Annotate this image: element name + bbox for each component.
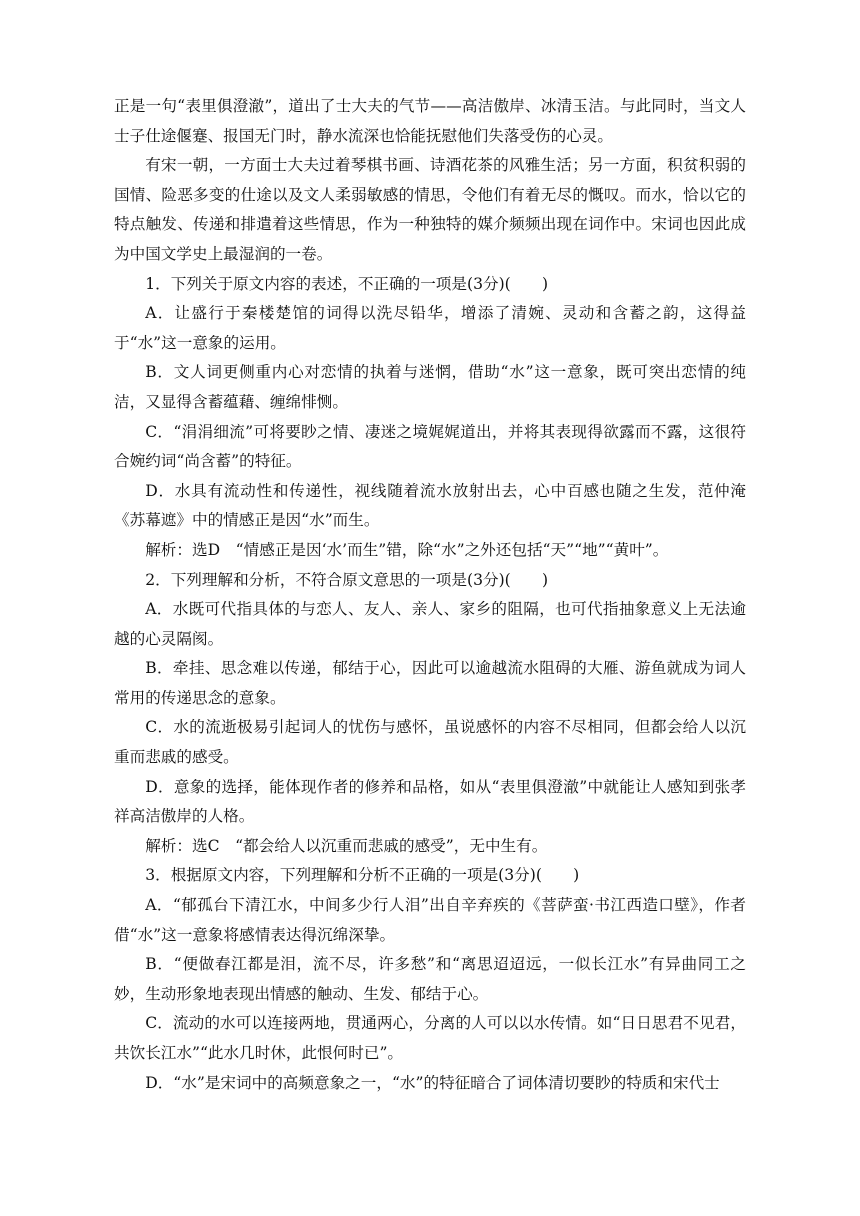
document-page <box>114 92 746 1098</box>
question-3-stem: 3．根据原文内容，下列理解和分析不正确的一项是(3分)( ) <box>145 866 580 885</box>
question-2-analysis: 解析：选C “都会给人以沉重而悲戚的感受”，无中生有。 <box>145 836 548 855</box>
question-1-option-a: A．让盛行于秦楼楚馆的词得以洗尽铅华，增添了清婉、灵动和含蓄之韵，这得益于“水”这一意象的运用。 <box>114 304 746 352</box>
question-3-option-d: D．“水”是宋词中的高频意象之一，“水”的特征暗合了词体清切要眇的特质和宋代士 <box>145 1073 720 1092</box>
question-2-option-d: D．意象的选择，能体现作者的修养和品格，如从“表里俱澄澈”中就能让人感知到张孝祥高洁傲岸的人格。 <box>114 777 746 826</box>
question-2-option-a: A．水既可代指具体的与恋人、友人、亲人、家乡的阻隔，也可代指抽象意义上无法逾越的心灵隔阂。 <box>114 600 746 648</box>
question-1-option-d: D．水具有流动性和传递性，视线随着流水放射出去，心中百感也随之生发，范仲淹《苏幕遮》中的情感正是因“水”而生。 <box>114 481 746 530</box>
question-1-option-c: C．“涓涓细流”可将要眇之情、凄迷之境娓娓道出，并将其表现得欲露而不露，这很符合婉约词“尚含蓄”的特征。 <box>114 422 746 471</box>
question-1-option-b: B．文人词更侧重内心对恋情的执着与迷惘，借助“水”这一意象，既可突出恋情的纯洁，又显得含蓄蕴藉、缠绵悱恻。 <box>114 363 746 411</box>
question-2-option-b: B．牵挂、思念难以传递，郁结于心，因此可以逾越流水阻碍的大雁、游鱼就成为词人常用的传递思念的意象。 <box>114 659 746 707</box>
question-3-option-a: A．“郁孤台下清江水，中间多少行人泪”出自辛弃疾的《菩萨蛮·书江西造口壁》，作者借“水”这一意象将感情表达得沉绵深挚。 <box>114 896 746 944</box>
passage-paragraph-1: 正是一句“表里俱澄澈”，道出了士大夫的气节——高洁傲岸、冰清玉洁。与此同时，当文人士子仕途偃蹇、报国无门时，静水流深也恰能抚慰他们失落受伤的心灵。 <box>114 97 746 145</box>
question-1-stem: 1．下列关于原文内容的表述，不正确的一项是(3分)( ) <box>145 274 549 293</box>
question-3-option-b: B．“便做春江都是泪，流不尽，许多愁”和“离思迢迢远，一似长江水”有异曲同工之妙，生动形象地表现出情感的触动、生发、郁结于心。 <box>114 955 746 1003</box>
question-1-analysis: 解析：选D “情感正是因‘水’而生”错，除“水”之外还包括“天”“地”“黄叶”。 <box>145 540 669 559</box>
question-3-option-c: C．流动的水可以连接两地，贯通两心，分离的人可以以水传情。如“日日思君不见君，共饮长江水”“此水几时休，此恨何时已”。 <box>114 1014 746 1062</box>
question-2-stem: 2．下列理解和分析，不符合原文意思的一项是(3分)( ) <box>145 570 549 589</box>
question-2-option-c: C．水的流逝极易引起词人的忧伤与感怀，虽说感怀的内容不尽相同，但都会给人以沉重而悲戚的感受。 <box>114 718 746 767</box>
passage-paragraph-2: 有宋一朝，一方面士大夫过着琴棋书画、诗酒花茶的风雅生活；另一方面，积贫积弱的国情、险恶多变的仕途以及文人柔弱敏感的情思，令他们有着无尽的慨叹。而水，恰以它的特点触发、传递和排遣着这些情思，作为一种独特的媒介频频出现在词作中。宋词也因此成为中国文学史上最湿润的一卷。 <box>114 156 746 263</box>
